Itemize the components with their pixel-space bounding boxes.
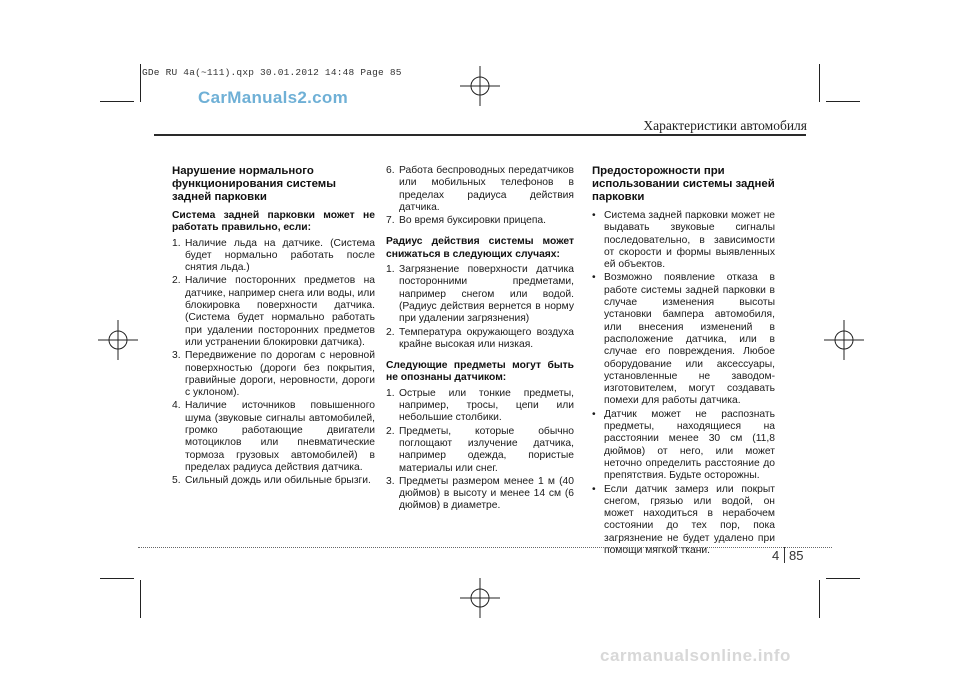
crop-mark — [826, 101, 860, 102]
section-title: Характеристики автомобиля — [643, 118, 807, 133]
column-2 — [386, 165, 574, 514]
list-item: 3. Предметы размером менее 1 м (40 дюймов) в высоту и менее 14 см (6 дюймов) в диаметре. — [386, 475, 574, 512]
list-item: • Система задней парковки может не выдавать звуковые сигналы последовательно, в зависимости от скорости и формы выявленных ей объектов. — [592, 210, 775, 271]
list-item: 7. Во время буксировки прицепа. — [386, 215, 547, 227]
list-item: • Если датчик замерз или покрыт снегом, грязью или водой, он может находиться в нерабочем состоянии до тех пор, пока загрязнение не будет удалено при помощи мягкой ткани. — [592, 483, 775, 557]
list-item: 1. Загрязнение поверхности датчика посторонними предметами, например снегом или водой. (Радиус действия вернется в норму при удалении загрязнения) — [386, 264, 574, 325]
crop-mark — [819, 64, 820, 102]
col3-title: Предосторожности при использовании системы задней парковки — [592, 165, 775, 203]
col2-subtitle-range: Радиус действия системы может снижаться в следующих случаях: — [386, 236, 574, 260]
page-number: 85 — [789, 548, 804, 563]
list-item: 1. Острые или тонкие предметы, например, тросы, цепи или небольшие столбики. — [386, 387, 574, 424]
watermark-bottom[interactable]: carmanualsonline.info — [600, 646, 791, 665]
crop-mark — [826, 578, 860, 579]
registration-mark-icon — [460, 66, 500, 106]
col1-subtitle: Система задней парковки может не работать правильно, если: — [172, 210, 375, 234]
header-rule — [154, 134, 806, 136]
registration-mark-icon — [98, 320, 138, 360]
footer-dotted-rule — [138, 547, 832, 548]
crop-mark — [100, 578, 134, 579]
col2-subtitle-undetected: Следующие предметы могут быть не опознаны датчиком: — [386, 360, 574, 384]
chapter-number: 4 — [772, 548, 780, 563]
print-slug: GDe RU 4a(~111).qxp 30.01.2012 14:48 Page 85 — [142, 67, 402, 78]
list-item: 3. Передвижение по дорогам с неровной поверхностью (дороги без покрытия, гравийные дороги, неровности, дороги с уклоном). — [172, 350, 375, 399]
list-item: 2. Наличие посторонних предметов на датчике, например снега или воды, или блокировка поверхности датчика. (Система будет нормально работать при удалении посторонних предметов или устранении блокировки датчика). — [172, 275, 375, 348]
list-item: 2. Предметы, которые обычно поглощают излучение датчика, например одежда, пористые материалы или снег. — [386, 425, 574, 474]
list-item: • Датчик может не распознать предметы, находящиеся на расстоянии менее 30 см (11,8 дюймов) от него, или может неточно определить расстояние до препятствия. Будьте осторожны. — [592, 408, 775, 482]
registration-mark-icon — [824, 320, 864, 360]
column-3 — [592, 165, 775, 558]
list-item: 1. Наличие льда на датчике. (Система будет нормально работать после снятия льда.) — [172, 237, 375, 274]
crop-mark — [100, 101, 134, 102]
list-item: • Возможно появление отказа в работе системы задней парковки в случае изменения высоты установки бампера автомобиля, или внесения изменений в расположение датчика, или в случае его повреждения. Любое оборудование или аксессуары, установленные не заводом-изготовителем, могут создавать помехи для работы датчика. — [592, 272, 775, 407]
page-number-divider — [784, 547, 785, 563]
registration-mark-icon — [460, 578, 500, 618]
col1-title: Нарушение нормального функционирования системы задней парковки — [172, 165, 336, 203]
column-1 — [172, 165, 375, 489]
crop-mark — [140, 580, 141, 618]
list-item: 6. Работа беспроводных передатчиков или мобильных телефонов в пределах радиуса действия датчика. — [386, 165, 574, 213]
list-item: 2. Температура окружающего воздуха крайне высокая или низкая. — [386, 326, 574, 350]
crop-mark — [819, 580, 820, 618]
list-item: 4. Наличие источников повышенного шума (звуковые сигналы автомобилей, громко работающие двигатели мотоциклов или пневматические тормоза грузовых автомобилей) в пределах радиуса действия датчика. — [172, 400, 375, 473]
crop-mark — [140, 64, 141, 102]
watermark-top[interactable]: CarManuals2.com — [198, 88, 348, 107]
list-item: 5. Сильный дождь или обильные брызги. — [172, 475, 371, 487]
